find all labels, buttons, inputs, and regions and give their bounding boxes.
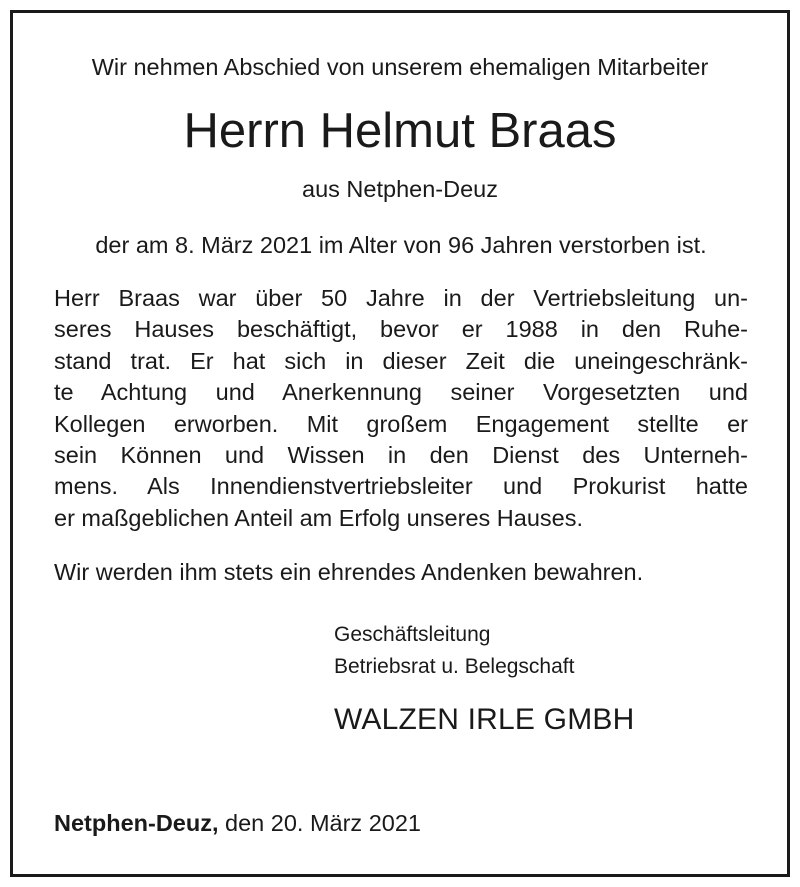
signatory-works-council: Betriebsrat u. Belegschaft	[334, 655, 575, 678]
place-and-date	[54, 806, 421, 840]
intro-line: Wir nehmen Abschied von unserem ehemaligen Mitarbeiter	[91, 54, 709, 80]
closing-line: Wir werden ihm stets ein ehrendes Andenken bewahren.	[54, 559, 644, 585]
signatory-management: Geschäftsleitung	[334, 623, 491, 646]
tribute-line: te Achtung und Anerkennung seiner Vorgesetzten und	[54, 379, 748, 406]
tribute-line: stand trat. Er hat sich in dieser Zeit die uneingeschränk-	[54, 347, 748, 374]
tribute-paragraph	[54, 283, 748, 534]
tribute-line: Kollegen erworben. Mit großem Engagement stellte er	[54, 410, 748, 437]
deceased-name: Herrn Helmut Braas	[183, 104, 617, 158]
origin-line: aus Netphen-Deuz	[302, 176, 498, 202]
tribute-line: sein Können und Wissen in den Dienst des Unterneh-	[54, 441, 748, 468]
company-name: WALZEN IRLE GMBH	[334, 703, 635, 736]
tribute-line: seres Hauses beschäftigt, bevor er 1988 in den Ruhe-	[54, 316, 748, 343]
tribute-line: er maßgeblichen Anteil am Erfolg unseres Hauses.	[54, 504, 584, 531]
death-line: der am 8. März 2021 im Alter von 96 Jahren verstorben ist.	[95, 232, 707, 258]
place: Netphen-Deuz,	[54, 810, 219, 836]
tribute-line: Herr Braas war über 50 Jahre in der Vertriebsleitung un-	[54, 285, 748, 311]
date: den 20. März 2021	[225, 810, 421, 836]
tribute-line: mens. Als Innendienstvertriebsleiter und Prokurist hatte	[54, 473, 748, 500]
